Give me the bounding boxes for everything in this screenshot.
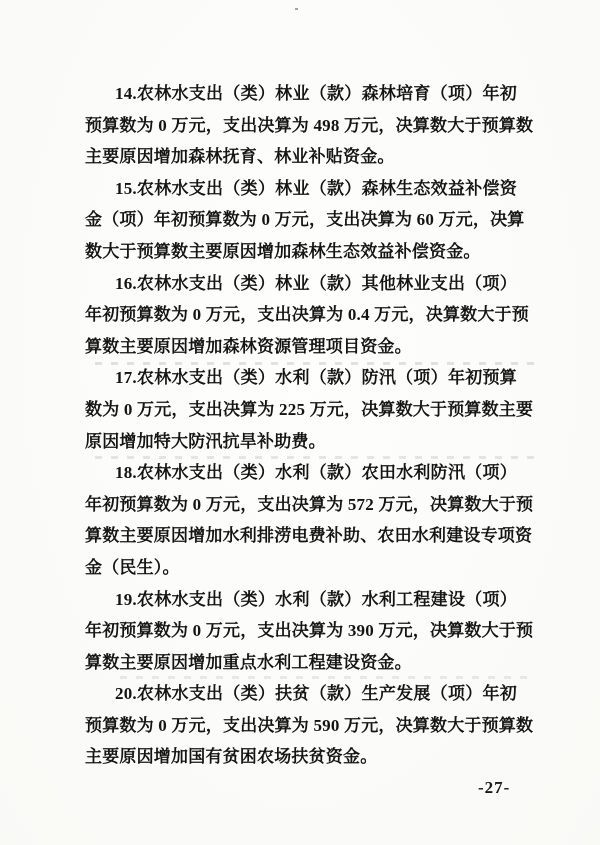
text-line: 原因增加特大防汛抗旱补助费。 <box>85 431 326 451</box>
text-line: 主要原因增加国有贫困农场扶贫资金。 <box>85 747 378 767</box>
text-line: 年初预算数为 0 万元，支出决算为 390 万元，决算数大于预 <box>85 621 534 641</box>
text-line: 19.农林水支出（类）水利（款）水利工程建设（项） <box>115 589 517 609</box>
text-line: 年初预算数为 0 万元，支出决算为 0.4 万元，决算数大于预 <box>85 305 529 325</box>
paragraph <box>85 268 529 363</box>
text-line: 金（项）年初预算数为 0 万元，支出决算为 60 万元，决算 <box>85 210 525 230</box>
text-line: 17.农林水支出（类）水利（款）防汛（项）年初预算 <box>115 368 517 388</box>
paragraph <box>85 678 534 773</box>
text-line: 18.农林水支出（类）水利（款）农田水利防汛（项） <box>115 463 517 483</box>
text-line: 算数主要原因增加森林资源管理项目资金。 <box>85 336 412 356</box>
text-line: 算数主要原因增加重点水利工程建设资金。 <box>85 652 412 672</box>
text-line: 20.农林水支出（类）扶贫（款）生产发展（项）年初 <box>115 684 517 704</box>
paragraph <box>85 457 534 583</box>
text-line: 数大于预算数主要原因增加森林生态效益补偿资金。 <box>85 241 481 261</box>
paragraph <box>85 173 525 268</box>
scan-speck <box>295 8 298 10</box>
text-line: 主要原因增加森林抚育、林业补贴资金。 <box>85 147 395 167</box>
paragraph <box>85 78 534 173</box>
text-line: 15.农林水支出（类）林业（款）森林生态效益补偿资 <box>115 178 517 198</box>
text-line: 14.农林水支出（类）林业（款）森林培育（项）年初 <box>115 84 517 103</box>
text-line: 预算数为 0 万元，支出决算为 590 万元，决算数大于预算数 <box>85 715 534 735</box>
document-body <box>85 78 534 773</box>
text-line: 数为 0 万元，支出决算为 225 万元，决算数大于预算数主要 <box>85 399 534 419</box>
paragraph <box>85 362 534 457</box>
text-line: 年初预算数为 0 万元，支出决算为 572 万元，决算数大于预 <box>85 494 534 514</box>
page-number: -27- <box>478 778 511 797</box>
text-line: 算数主要原因增加水利排涝电费补助、农田水利建设专项资 <box>85 526 533 546</box>
text-line: 16.农林水支出（类）林业（款）其他林业支出（项） <box>115 273 517 293</box>
paragraph <box>85 584 534 679</box>
text-line: 预算数为 0 万元，支出决算为 498 万元，决算数大于预算数 <box>85 115 534 135</box>
text-line: 金（民生）。 <box>85 557 180 577</box>
